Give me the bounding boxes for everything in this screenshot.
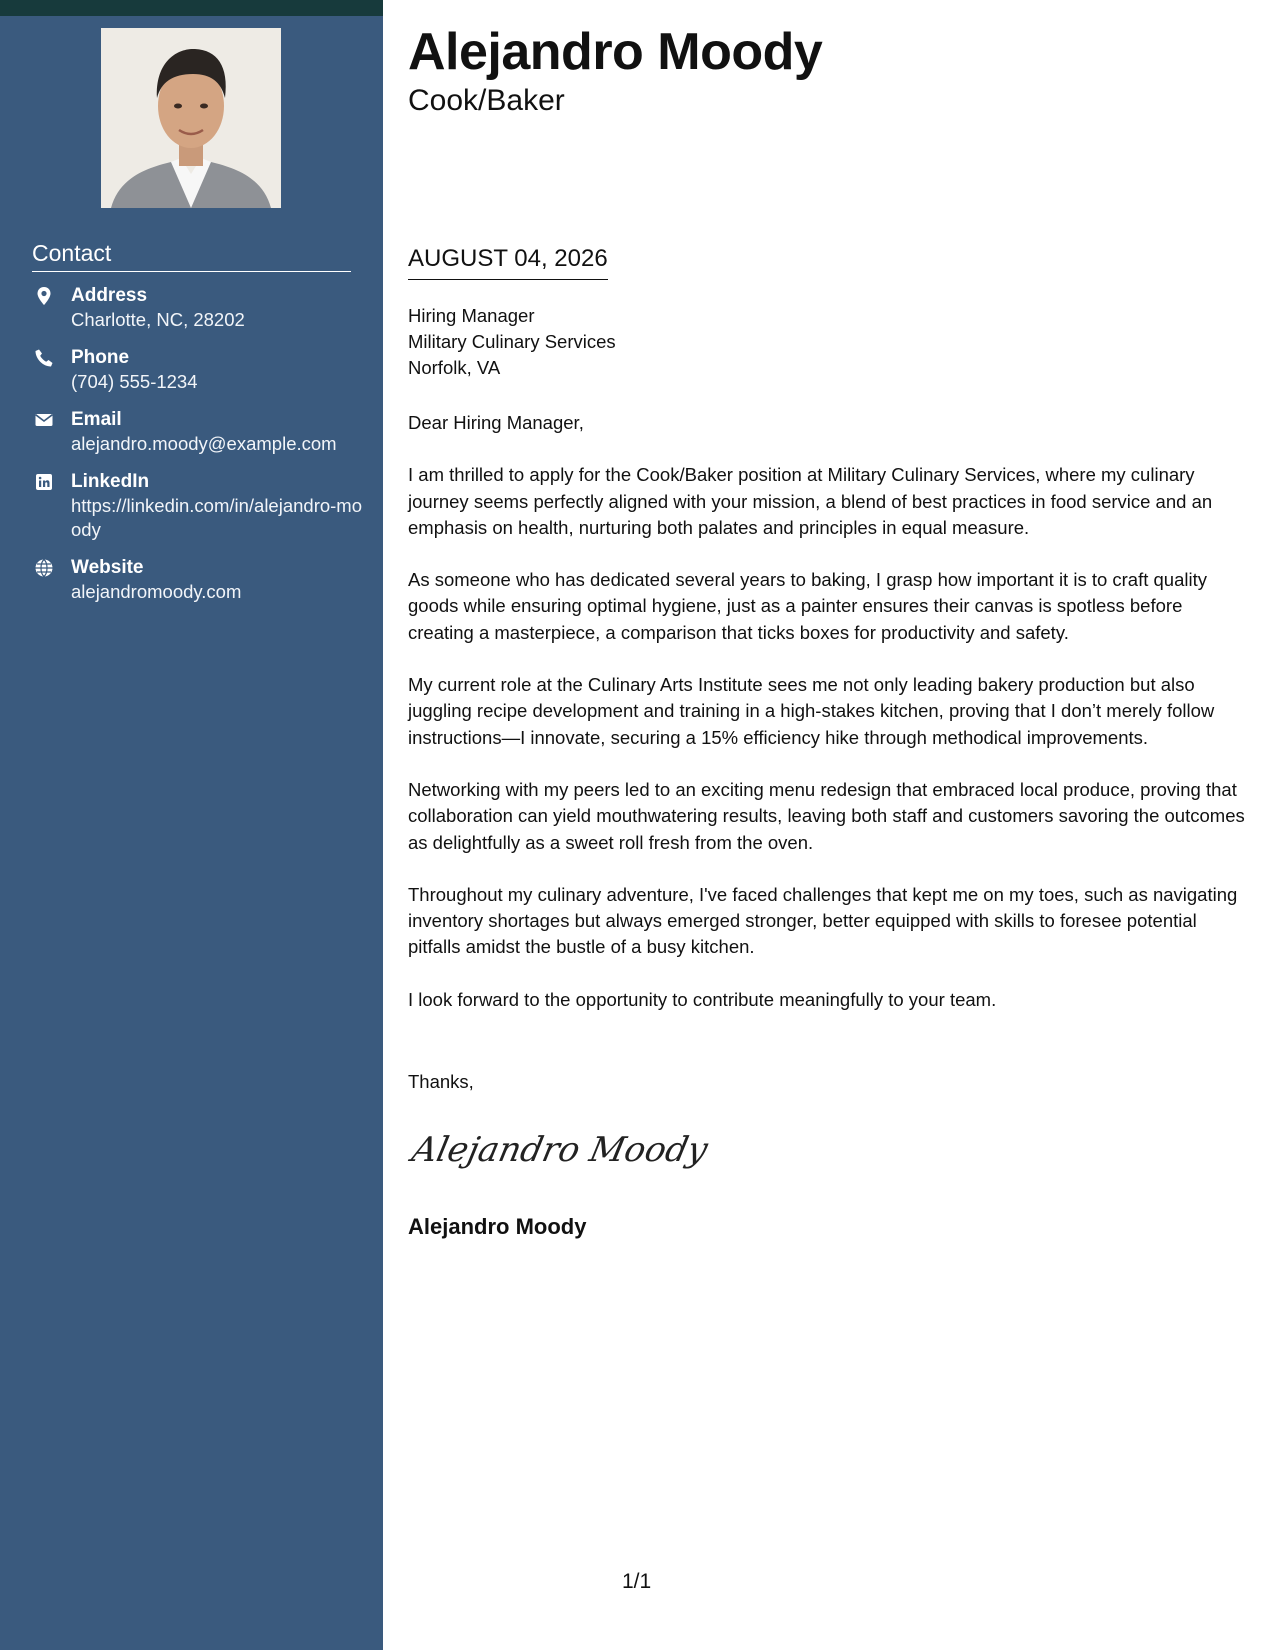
globe-icon bbox=[34, 558, 54, 578]
recipient-block bbox=[408, 303, 616, 381]
paragraph-4: Networking with my peers led to an exciting menu redesign that embraced local produce, proving that collaboration can yield mouthwatering results, leaving both staff and customers savoring the outcomes as delightfully as a sweet roll fresh from the oven. bbox=[408, 778, 1245, 853]
contact-email bbox=[32, 408, 362, 456]
signed-name: Alejandro Moody bbox=[408, 1214, 587, 1239]
contact-list bbox=[32, 284, 362, 618]
paragraph-1: I am thrilled to apply for the Cook/Baker position at Military Culinary Services, where my culinary journey seems perfectly aligned with your mission, a blend of best practices in food service and an emphasis on health, nurturing both palates and principles in equal measure. bbox=[408, 464, 1213, 538]
phone-label: Phone bbox=[71, 347, 130, 368]
sidebar-top-bar bbox=[0, 0, 383, 16]
address-value: Charlotte, NC, 28202 bbox=[71, 309, 245, 330]
contact-website bbox=[32, 556, 362, 604]
recipient-company: Military Culinary Services bbox=[408, 331, 616, 352]
applicant-name: Alejandro Moody bbox=[408, 23, 823, 81]
contact-phone bbox=[32, 346, 362, 394]
page-number: 1/1 bbox=[622, 1570, 652, 1593]
sidebar bbox=[0, 0, 383, 1650]
paragraph-3: My current role at the Culinary Arts Institute sees me not only leading bakery production but also juggling recipe development and training in a high-stakes kitchen, proving that I don’t merely follow instructions—I innovate, securing a 15% efficiency hike through methodical improvements. bbox=[408, 674, 1215, 748]
phone-icon bbox=[34, 348, 54, 368]
paragraph-6: I look forward to the opportunity to contribute meaningfully to your team. bbox=[408, 988, 997, 1010]
letter-body bbox=[408, 410, 1253, 1039]
phone-value: (704) 555-1234 bbox=[71, 371, 198, 392]
profile-photo bbox=[101, 28, 281, 208]
signature bbox=[408, 1125, 712, 1175]
letter-date: AUGUST 04, 2026 bbox=[408, 245, 608, 280]
contact-linkedin bbox=[32, 470, 362, 542]
email-link[interactable]: alejandro.moody@example.com bbox=[71, 433, 337, 454]
linkedin-icon bbox=[34, 472, 54, 492]
paragraph-5: Throughout my culinary adventure, I've faced challenges that kept me on my toes, such as navigating inventory shortages but always emerged stronger, better equipped with skills to foresee potential pitfalls amidst the bustle of a busy kitchen. bbox=[408, 883, 1238, 958]
envelope-icon bbox=[34, 410, 54, 430]
closing: Thanks, bbox=[408, 1071, 474, 1092]
svg-text:Alejandro Moody: Alejandro Moody bbox=[408, 1130, 712, 1170]
applicant-role: Cook/Baker bbox=[408, 84, 565, 117]
salutation: Dear Hiring Manager, bbox=[408, 412, 584, 433]
linkedin-link[interactable]: https://linkedin.com/in/alejandro-moody bbox=[71, 495, 363, 540]
email-label: Email bbox=[71, 409, 122, 430]
linkedin-label: LinkedIn bbox=[71, 471, 150, 492]
contact-heading: Contact bbox=[32, 240, 351, 272]
paragraph-2: As someone who has dedicated several years to baking, I grasp how important it is to craft quality goods while ensuring optimal hygiene, just as a painter ensures their canvas is spotless before creating a masterpiece, a comparison that ticks boxes for productivity and safety. bbox=[408, 569, 1207, 643]
recipient-title: Hiring Manager bbox=[408, 305, 535, 326]
location-pin-icon bbox=[34, 286, 54, 306]
contact-address bbox=[32, 284, 362, 332]
website-label: Website bbox=[71, 557, 144, 578]
website-link[interactable]: alejandromoody.com bbox=[71, 581, 242, 602]
recipient-location: Norfolk, VA bbox=[408, 357, 501, 378]
address-label: Address bbox=[71, 285, 148, 306]
